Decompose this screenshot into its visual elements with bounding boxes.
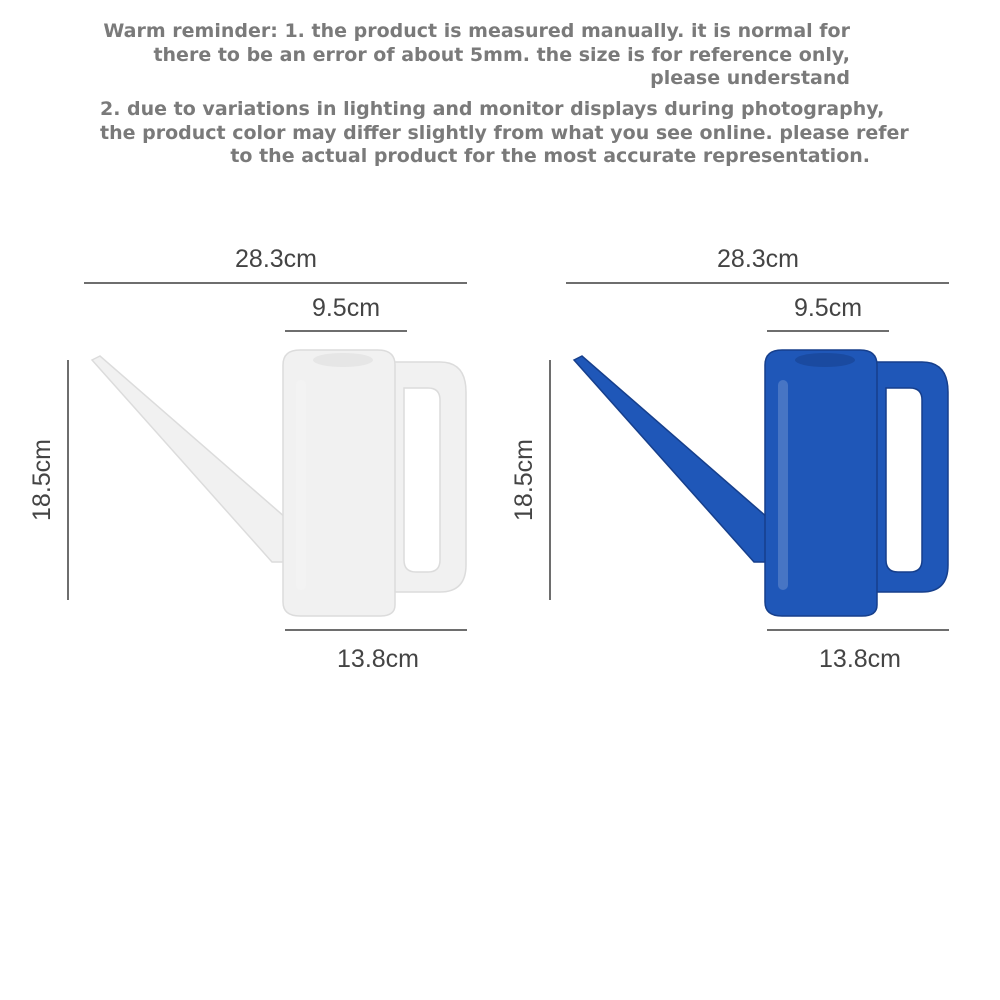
total-length-label: 28.3cm: [235, 245, 317, 273]
notice-line: Warm reminder: 1. the product is measured manually. it is normal for: [103, 20, 850, 42]
top-opening: [795, 353, 855, 367]
spout: [574, 356, 768, 562]
total-length-line: [84, 282, 467, 284]
spout: [92, 356, 286, 562]
body-width-label: 13.8cm: [819, 645, 901, 673]
opening-width-line: [285, 330, 407, 332]
height-label: 18.5cm: [28, 439, 56, 521]
body-highlight: [778, 380, 788, 590]
white-watering-can-image: [0, 340, 500, 640]
body-width-label: 13.8cm: [337, 645, 419, 673]
warm-reminder-note-1: [100, 20, 850, 91]
opening-width-label: 9.5cm: [793, 294, 863, 322]
total-length-label: 28.3cm: [717, 245, 799, 273]
total-length-line: [566, 282, 949, 284]
notice-line: the product color may differ slightly from what you see online. please refer: [100, 121, 909, 144]
warm-reminder-note-2: [100, 98, 909, 169]
opening-width-line: [767, 330, 889, 332]
notice-line: to the actual product for the most accurate representation.: [230, 145, 870, 167]
notice-line: please understand: [650, 67, 850, 89]
blue-watering-can-image: [482, 340, 982, 640]
notice-line: 2. due to variations in lighting and monitor displays during photography,: [100, 98, 885, 120]
top-opening: [313, 353, 373, 367]
notice-line: there to be an error of about 5mm. the size is for reference only,: [153, 43, 850, 66]
height-label: 18.5cm: [510, 439, 538, 521]
body-highlight: [296, 380, 306, 590]
opening-width-label: 9.5cm: [311, 294, 381, 322]
